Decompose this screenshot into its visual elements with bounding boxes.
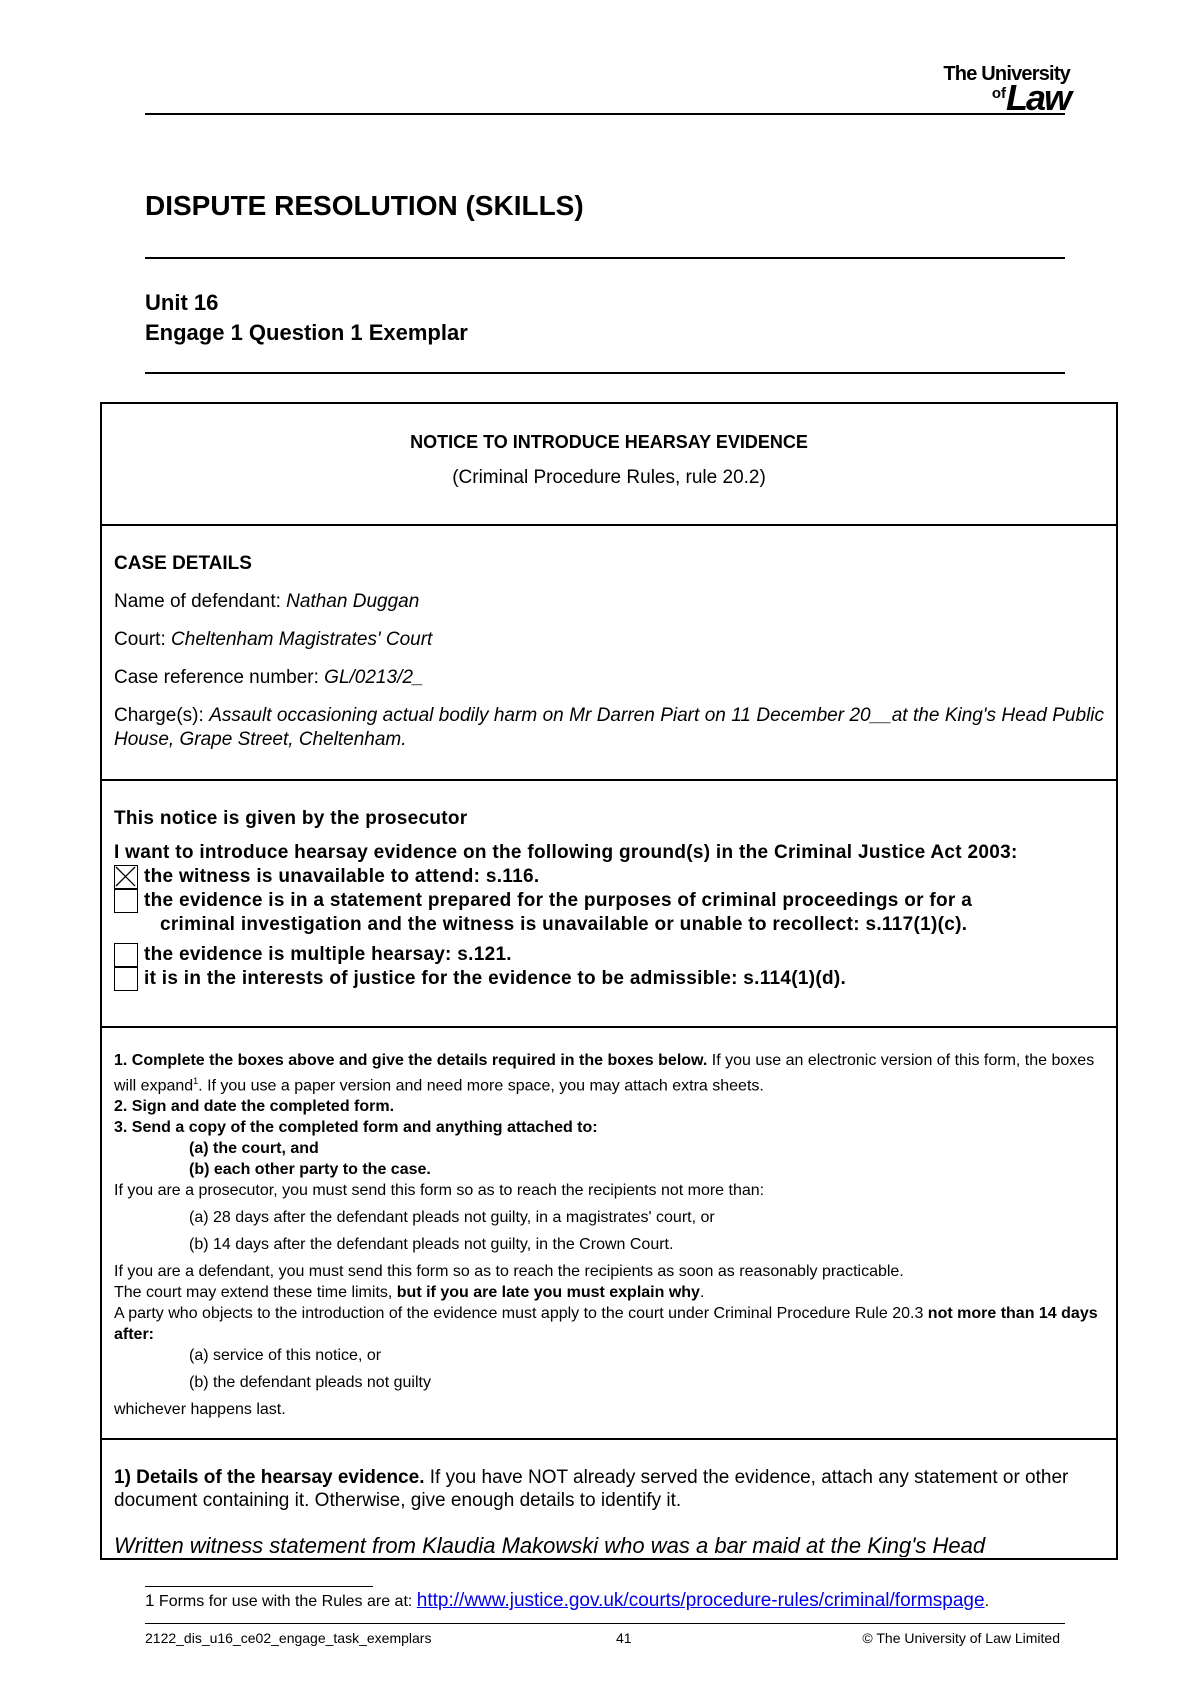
title-rule xyxy=(145,257,1065,259)
footnote: 1 Forms for use with the Rules are at: http://www.justice.gov.uk/courts/procedure-rules/criminal/formspage. xyxy=(145,1590,990,1611)
subtitle-rule xyxy=(145,372,1065,374)
footer-copyright: © The University of Law Limited xyxy=(862,1630,1060,1646)
check-x-icon xyxy=(115,866,136,887)
footer-doc-name: 2122_dis_u16_ce02_engage_task_exemplars xyxy=(145,1630,432,1646)
footnote-rule xyxy=(145,1586,373,1587)
ground-text-3: the evidence is multiple hearsay: s.121. xyxy=(144,944,512,965)
university-logo xyxy=(943,64,1070,116)
charge-label: Charge(s): xyxy=(114,705,204,726)
subtitle: Engage 1 Question 1 Exemplar xyxy=(145,320,468,345)
prosecutor-b: (b) 14 days after the defendant pleads not guilty, in the Crown Court. xyxy=(189,1236,674,1254)
ground-text-1: the witness is unavailable to attend: s.116. xyxy=(144,866,540,887)
logo-of: of xyxy=(991,85,1006,102)
ground-checkbox-2[interactable] xyxy=(114,889,138,913)
case-ref-value: GL/0213/2_ xyxy=(324,667,424,688)
footer-rule xyxy=(145,1623,1065,1624)
instruction-3a: (a) the court, and xyxy=(189,1140,319,1158)
whichever-last: whichever happens last. xyxy=(114,1401,286,1419)
page-title: DISPUTE RESOLUTION (SKILLS) xyxy=(145,190,584,221)
extend-rule: The court may extend these time limits, but if you are late you must explain why. xyxy=(114,1284,705,1302)
ground-option-3 xyxy=(114,943,1104,967)
notice-form xyxy=(100,402,1118,1560)
case-details-section xyxy=(102,526,1116,781)
case-ref-row xyxy=(114,666,1104,690)
objection-b: (b) the defendant pleads not guilty xyxy=(189,1374,431,1392)
instruction-1: 1. Complete the boxes above and give the details required in the boxes below. If you use an electronic version of this form, the boxes will expand$^1$. If you use a paper version and need more space, you may attach extra sheets. xyxy=(114,1052,1095,1095)
ground-checkbox-1[interactable] xyxy=(114,865,138,889)
charge-row xyxy=(114,704,1104,752)
details-heading: 1) Details of the hearsay evidence. xyxy=(114,1467,425,1488)
footnote-number: 1 xyxy=(145,1591,155,1610)
form-heading: NOTICE TO INTRODUCE HEARSAY EVIDENCE xyxy=(410,432,808,452)
charge-value: Assault occasioning actual bodily harm on Mr Darren Piart on 11 December 20__at the King's Head Public House, Grape Street, Cheltenham. xyxy=(114,705,1105,750)
case-details-heading: CASE DETAILS xyxy=(114,553,252,574)
court-label: Court: xyxy=(114,629,166,650)
ground-text-4: it is in the interests of justice for the evidence to be admissible: s.114(1)(d). xyxy=(144,968,847,989)
footnote-ref: 1 xyxy=(193,1076,199,1086)
instruction-3b: (b) each other party to the case. xyxy=(189,1161,431,1179)
details-section xyxy=(102,1440,1116,1558)
court-value: Cheltenham Magistrates' Court xyxy=(171,629,433,650)
case-ref-label: Case reference number: xyxy=(114,667,319,688)
logo-line1: The University xyxy=(943,63,1070,85)
grounds-section xyxy=(102,781,1116,1028)
defendant-label: Name of defendant: xyxy=(114,591,281,612)
prosecutor-rule: If you are a prosecutor, you must send this form so as to reach the recipients not more than: xyxy=(114,1182,765,1200)
grounds-intro: I want to introduce hearsay evidence on the following ground(s) in the Criminal Justice Act 2003: xyxy=(114,842,1018,863)
details-instructions: 1) Details of the hearsay evidence. If you have NOT already served the evidence, attach any statement or other document containing it. Otherwise, give enough details to identify it. xyxy=(114,1467,1069,1511)
ground-text-2-cont: criminal investigation and the witness is unavailable or unable to recollect: s.117(1)(c). xyxy=(160,914,968,935)
ground-checkbox-4[interactable] xyxy=(114,967,138,991)
ground-checkbox-3[interactable] xyxy=(114,943,138,967)
header-rule xyxy=(145,113,1065,115)
instruction-3: 3. Send a copy of the completed form and anything attached to: xyxy=(114,1119,598,1137)
objection-a: (a) service of this notice, or xyxy=(189,1347,382,1365)
form-header xyxy=(102,404,1116,526)
given-by: This notice is given by the prosecutor xyxy=(114,808,468,829)
details-answer[interactable]: Written witness statement from Klaudia Makowski who was a bar maid at the King's Head xyxy=(114,1534,986,1557)
ground-option-2 xyxy=(114,889,1104,913)
instruction-2: 2. Sign and date the completed form. xyxy=(114,1098,395,1116)
objection-rule: A party who objects to the introduction of the evidence must apply to the court under Criminal Procedure Rule 20.3 not more than 14 days after: xyxy=(114,1305,1098,1344)
ground-option-4 xyxy=(114,967,1104,991)
logo-law: Law xyxy=(1005,77,1070,118)
defendant-value: Nathan Duggan xyxy=(286,591,420,612)
ground-text-2: the evidence is in a statement prepared for the purposes of criminal proceedings or for a xyxy=(144,890,973,911)
defendant-rule: If you are a defendant, you must send this form so as to reach the recipients as soon as reasonably practicable. xyxy=(114,1263,904,1281)
court-row xyxy=(114,628,1104,652)
unit-block xyxy=(145,288,468,348)
forms-link[interactable]: http://www.justice.gov.uk/courts/procedure-rules/criminal/formspage xyxy=(416,1590,985,1611)
ground-option-1 xyxy=(114,865,1104,889)
unit-label: Unit 16 xyxy=(145,290,219,315)
page-number: 41 xyxy=(616,1630,632,1646)
defendant-row xyxy=(114,590,1104,614)
prosecutor-a: (a) 28 days after the defendant pleads not guilty, in a magistrates' court, or xyxy=(189,1209,715,1227)
instructions-section xyxy=(102,1028,1116,1440)
form-rule: (Criminal Procedure Rules, rule 20.2) xyxy=(452,467,766,488)
